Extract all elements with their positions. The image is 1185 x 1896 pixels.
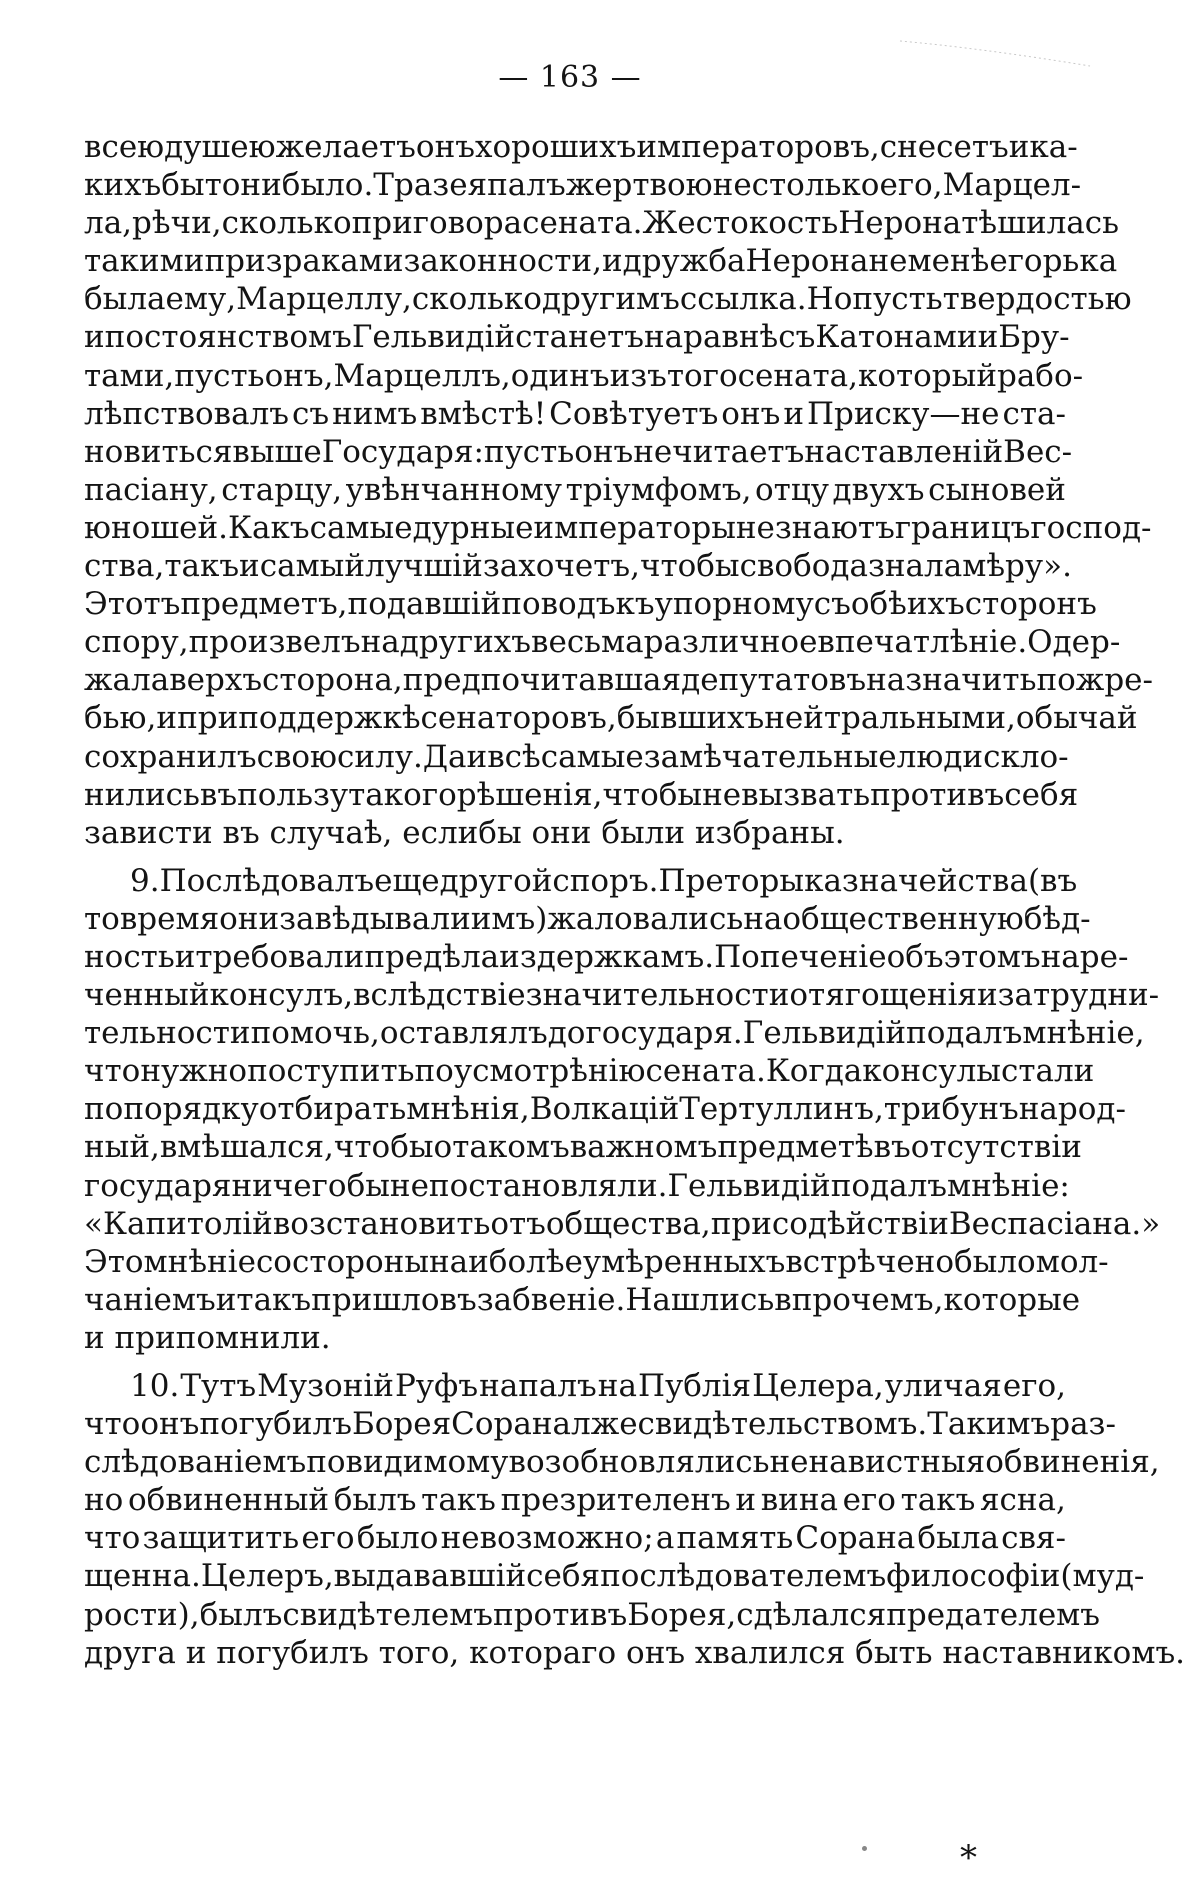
paragraph-gap xyxy=(84,852,1066,862)
text-line: по порядку отбирать мнѣнія, Волкацій Тертуллинъ, трибунъ народ- xyxy=(84,1091,1126,1128)
text-line: ченный консулъ, вслѣдствіе значительности отягощенія и затрудни- xyxy=(84,977,1160,1014)
text-line: 9. Послѣдовалъ еще другой споръ. Преторы казначейства (въ xyxy=(130,862,1078,899)
page-number: — 163 — xyxy=(498,60,642,95)
scan-artifact xyxy=(900,36,1100,86)
text-line: и припомнили. xyxy=(84,1319,331,1356)
paragraph xyxy=(84,128,1153,852)
text-line: ный, вмѣшался, чтобы о такомъ важномъ предметѣ въ отсутствіи xyxy=(84,1129,1082,1166)
text-line: кихъ бы то ни было. Тразея палъ жертвою не столько его, Марцел- xyxy=(84,167,1082,204)
text-line: новиться выше Государя: пусть онъ не читаетъ наставленій Вес- xyxy=(84,433,1073,470)
text-line: слѣдованіемъ повидимому возобновлялись ненавистныя обвиненія, xyxy=(84,1444,1160,1481)
paragraph-gap xyxy=(84,1357,1066,1367)
text-line: друга и погубилъ того, котораго онъ хвалился быть наставникомъ. xyxy=(84,1634,1185,1671)
text-line: но обвиненный былъ такъ презрителенъ и вина его такъ ясна, xyxy=(84,1482,1066,1519)
text-line: что онъ погубилъ Борея Сорана лжесвидѣтельствомъ. Такимъ раз- xyxy=(84,1406,1116,1443)
text-line: зависти въ случаѣ, еслибы они были избраны. xyxy=(84,814,845,851)
text-line: жала верхъ сторона, предпочитавшая депутатовъ назначить по жре- xyxy=(84,662,1153,699)
text-line: что нужно поступить по усмотрѣнію сената. Когда консулы стали xyxy=(84,1053,1095,1090)
text-line: ла, рѣчи, сколько приговора сената. Жестокость Нерона тѣшилась xyxy=(84,205,1120,242)
text-line: государя ничего бы не постановляли. Гельвидій подалъ мнѣніе: xyxy=(84,1167,1070,1204)
text-line: Этотъ предметъ, подавшій поводъ къ упорному съ обѣихъ сторонъ xyxy=(84,586,1097,623)
paragraph xyxy=(84,1367,1185,1672)
text-line: пасіану, старцу, увѣнчанному тріумфомъ, отцу двухъ сыновей xyxy=(84,471,1066,508)
text-line: бью, и при поддержкѣ сенаторовъ, бывшихъ нейтральными, обычай xyxy=(84,700,1138,737)
text-line: спору, произвелъ на другихъ весьма различное впечатлѣніе. Одер- xyxy=(84,624,1121,661)
body-text xyxy=(84,128,1185,1672)
text-line: что защитить его было невозможно; а память Сорана была свя- xyxy=(84,1520,1066,1557)
text-line: такими призраками законности, и дружба Нерона не менѣе горька xyxy=(84,243,1118,280)
text-line: нились въ пользу такого рѣшенія, чтобы не вызвать противъ себя xyxy=(84,776,1079,813)
paragraph xyxy=(84,862,1161,1357)
text-line: была ему, Марцеллу, сколько другимъ ссылка. Но пусть твердостью xyxy=(84,281,1132,318)
text-line: ства, такъ и самый лучшій захочетъ, чтобы свобода знала мѣру». xyxy=(84,548,1072,585)
text-line: тами, пусть онъ, Марцеллъ, одинъ изъ того сената, который рабо- xyxy=(84,357,1084,394)
text-line: чаніемъ и такъ пришло въ забвеніе. Нашлись впрочемъ, которые xyxy=(84,1281,1081,1318)
text-line: Это мнѣніе со стороны наиболѣе умѣренныхъ встрѣчено было мол- xyxy=(84,1243,1109,1280)
text-line: «Капитолій возстановить отъ общества, при содѣйствіи Веспасіана.» xyxy=(84,1205,1161,1242)
footer-asterisk: * xyxy=(960,1838,977,1878)
text-line: 10. Тутъ Музоній Руфъ напалъ на Публія Целера, уличая его, xyxy=(130,1368,1066,1404)
text-line: юношей. Какъ самые дурные императоры не знаютъ границъ господ- xyxy=(84,509,1152,546)
text-line: ность и требовали предѣла издержкамъ. Попеченіе объ этомъ наре- xyxy=(84,938,1129,975)
text-line: рости), былъ свидѣтелемъ противъ Борея, сдѣлался предателемъ xyxy=(84,1596,1100,1633)
scan-speck xyxy=(862,1846,867,1851)
text-line: то время они завѣдывали имъ) жаловались на общественную бѣд- xyxy=(84,900,1091,937)
text-line: и постоянствомъ Гельвидій станетъ наравнѣ съ Катонами и Бру- xyxy=(84,319,1070,356)
text-line: сохранилъ свою силу. Да и всѣ самые замѣчательные люди скло- xyxy=(84,738,1069,775)
text-line: щенна. Целеръ, выдававшій себя послѣдователемъ философіи (муд- xyxy=(84,1558,1145,1595)
text-line: лѣпствовалъ съ нимъ вмѣстѣ! Совѣтуетъ онъ и Приску—не ста- xyxy=(84,395,1066,432)
text-line: всею душею желаетъ онъ хорошихъ императоровъ, снесетъ и ка- xyxy=(84,129,1078,165)
text-line: тельности помочь, оставлялъ до государя. Гельвидій подалъ мнѣніе, xyxy=(84,1015,1145,1052)
